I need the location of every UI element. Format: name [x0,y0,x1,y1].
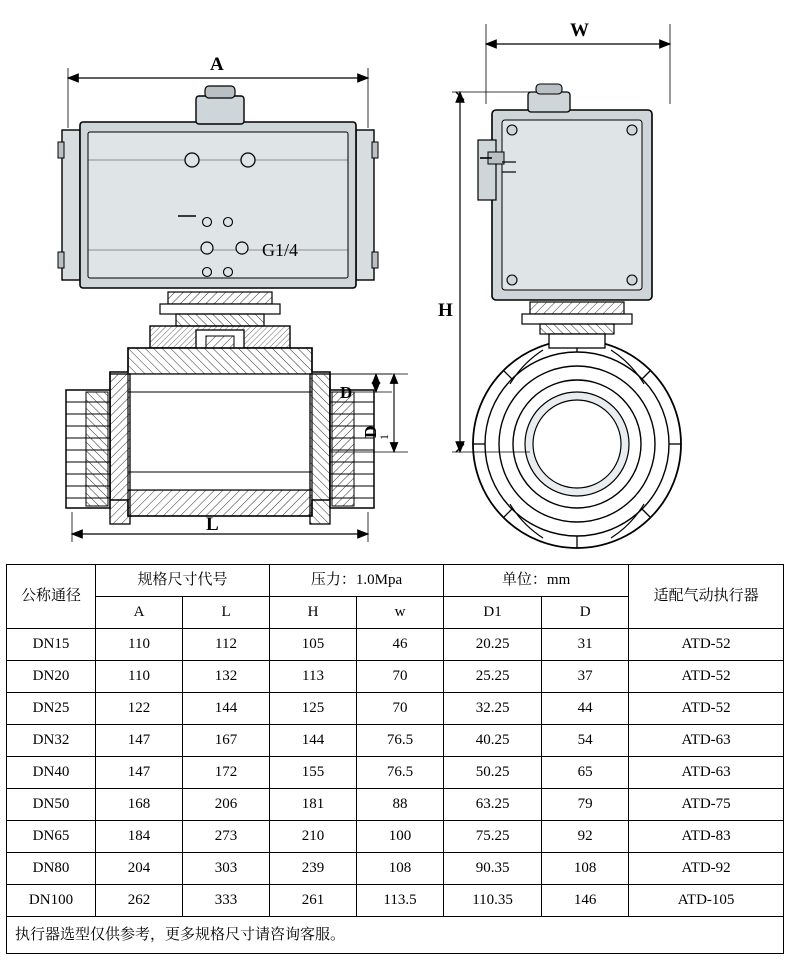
cell-w: 70 [357,661,444,693]
header-col-D1: D1 [444,597,542,629]
cell-w: 108 [357,853,444,885]
cell-dn: DN25 [7,693,96,725]
spec-table [6,564,784,954]
cell-d1: 50.25 [444,757,542,789]
cell-l: 303 [183,853,270,885]
cell-w: 76.5 [357,757,444,789]
cell-a: 147 [96,725,183,757]
cell-d1: 75.25 [444,821,542,853]
cell-h: 144 [270,725,357,757]
dimension-label-L: L [206,514,219,535]
left-view-valve-section [66,326,374,524]
cell-d: 54 [542,725,629,757]
cell-l: 112 [183,629,270,661]
cell-dn: DN32 [7,725,96,757]
dimension-label-A: A [210,54,224,75]
right-view-valve-front [473,334,681,548]
cell-l: 132 [183,661,270,693]
header-col-H: H [270,597,357,629]
header-size-code: 规格尺寸代号 [96,565,270,597]
left-view-bracket [160,292,280,326]
cell-w: 70 [357,693,444,725]
cell-h: 239 [270,853,357,885]
cell-h: 105 [270,629,357,661]
cell-actuator: ATD-75 [629,789,784,821]
header-col-A: A [96,597,183,629]
cell-dn: DN40 [7,757,96,789]
dimension-label-W: W [570,20,589,41]
cell-h: 210 [270,821,357,853]
cell-l: 333 [183,885,270,917]
cell-h: 261 [270,885,357,917]
cell-l: 273 [183,821,270,853]
cell-d: 37 [542,661,629,693]
cell-dn: DN50 [7,789,96,821]
cell-d: 44 [542,693,629,725]
cell-w: 76.5 [357,725,444,757]
table-row [7,693,784,725]
cell-h: 181 [270,789,357,821]
cell-actuator: ATD-63 [629,725,784,757]
cell-d1: 25.25 [444,661,542,693]
cell-dn: DN100 [7,885,96,917]
cell-dn: DN80 [7,853,96,885]
cell-d: 31 [542,629,629,661]
header-actuator: 适配气动执行器 [629,565,784,629]
cell-l: 167 [183,725,270,757]
table-row [7,629,784,661]
cell-h: 155 [270,757,357,789]
header-col-D: D [542,597,629,629]
cell-a: 262 [96,885,183,917]
table-row [7,853,784,885]
cell-dn: DN65 [7,821,96,853]
dimension-label-D1-sub: 1 [377,434,391,440]
cell-d1: 40.25 [444,725,542,757]
table-row [7,789,784,821]
cell-a: 110 [96,629,183,661]
cell-actuator: ATD-92 [629,853,784,885]
cell-actuator: ATD-83 [629,821,784,853]
cell-d1: 63.25 [444,789,542,821]
header-unit: 单位：mm [444,565,629,597]
cell-actuator: ATD-52 [629,693,784,725]
cell-a: 168 [96,789,183,821]
dimension-label-H: H [438,300,453,321]
cell-w: 100 [357,821,444,853]
cell-w: 113.5 [357,885,444,917]
right-view-bracket [522,302,632,334]
right-view-actuator [478,84,652,300]
cell-l: 144 [183,693,270,725]
cell-d1: 90.35 [444,853,542,885]
cell-l: 206 [183,789,270,821]
cell-l: 172 [183,757,270,789]
cell-d1: 32.25 [444,693,542,725]
cell-d1: 110.35 [444,885,542,917]
table-row [7,725,784,757]
cell-a: 122 [96,693,183,725]
cell-h: 125 [270,693,357,725]
table-footnote-row [7,917,784,954]
cell-d1: 20.25 [444,629,542,661]
cell-a: 204 [96,853,183,885]
table-row [7,757,784,789]
table-row [7,661,784,693]
cell-dn: DN15 [7,629,96,661]
table-row [7,821,784,853]
cell-dn: DN20 [7,661,96,693]
specification-table [6,564,784,954]
header-col-L: L [183,597,270,629]
cell-d: 108 [542,853,629,885]
header-pressure: 压力：1.0Mpa [270,565,444,597]
cell-a: 147 [96,757,183,789]
dimension-label-D1: D [361,425,380,438]
cell-w: 88 [357,789,444,821]
cell-actuator: ATD-63 [629,757,784,789]
header-col-W: w [357,597,444,629]
left-view-actuator [58,86,378,288]
cell-d: 92 [542,821,629,853]
cell-w: 46 [357,629,444,661]
cell-h: 113 [270,661,357,693]
cell-actuator: ATD-105 [629,885,784,917]
cell-actuator: ATD-52 [629,629,784,661]
dimension-label-D: D [340,383,353,402]
table-header-row-1 [7,565,784,597]
cell-a: 110 [96,661,183,693]
table-row [7,885,784,917]
cell-d: 146 [542,885,629,917]
port-label: G1/4 [262,240,298,260]
cell-d: 79 [542,789,629,821]
cell-a: 184 [96,821,183,853]
cell-actuator: ATD-52 [629,661,784,693]
header-nominal-diameter: 公称通径 [7,565,96,629]
footnote-text: 执行器选型仅供参考，更多规格尺寸请咨询客服。 [7,917,784,954]
cell-d: 65 [542,757,629,789]
